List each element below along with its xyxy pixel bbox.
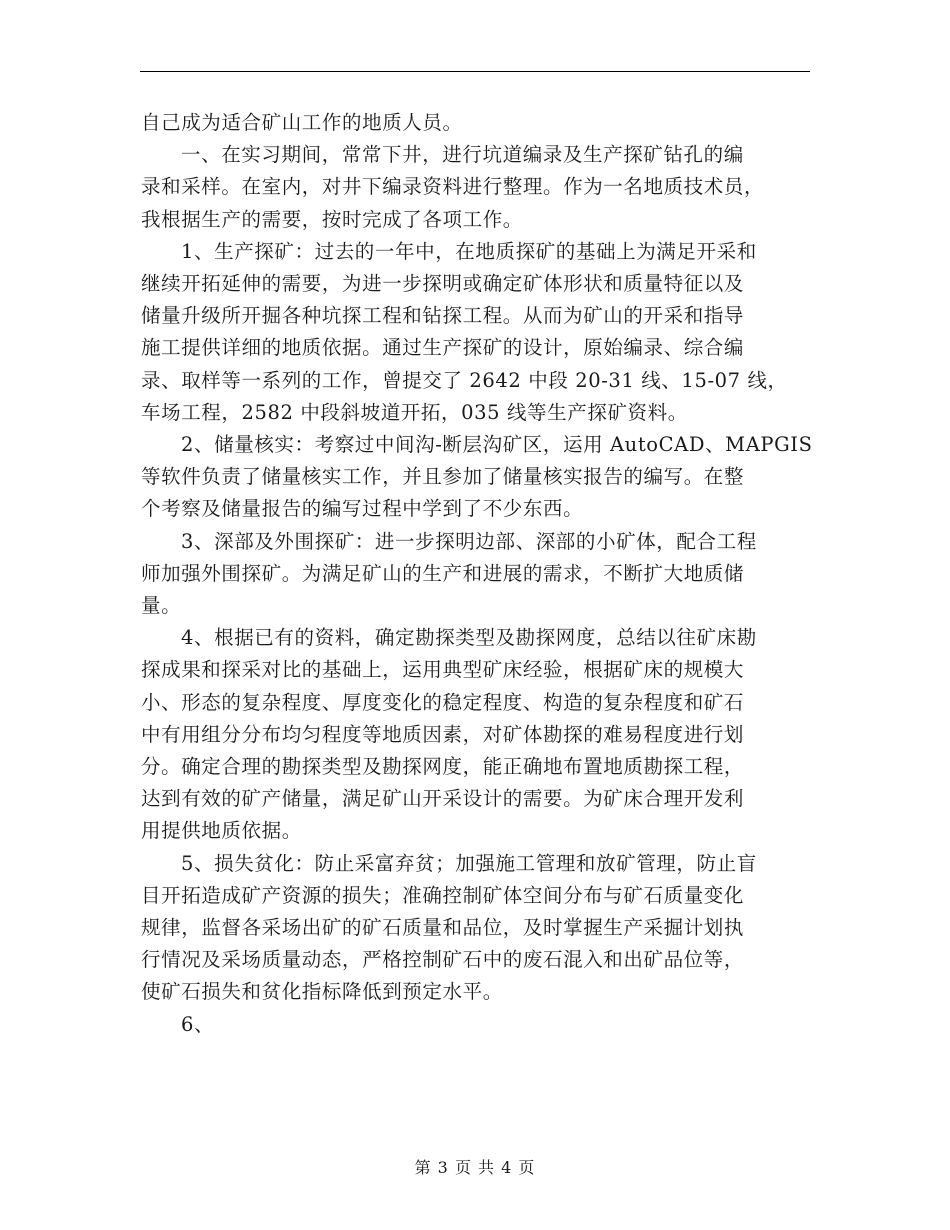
text-line: 3、深部及外围探矿：进一步探明边部、深部的小矿体，配合工程 (181, 529, 757, 553)
text-line: 行情况及采场质量动态，严格控制矿石中的废石混入和出矿品位等， (141, 948, 745, 972)
document-body (141, 107, 813, 1041)
text-line: 目开拓造成矿产资源的损失；准确控制矿体空间分布与矿石质量变化 (141, 883, 745, 907)
text-line: 6、 (181, 1012, 215, 1036)
header-rule (140, 71, 810, 72)
text-line: 等软件负责了储量核实工作，并且参加了储量核实报告的编写。在整 (141, 465, 745, 489)
text-line: 自己成为适合矿山工作的地质人员。 (141, 111, 463, 134)
text-line: 继续开拓延伸的需要，为进一步探明或确定矿体形状和质量特征以及 (141, 272, 745, 296)
text-line: 用提供地质依据。 (141, 819, 302, 843)
text-line: 个考察及储量报告的编写过程中学到了不少东西。 (141, 497, 584, 521)
text-line: 录、取样等一系列的工作，曾提交了 2642 中段 20-31 线、15-07 线， (141, 368, 788, 392)
paragraph-item-3 (141, 526, 813, 623)
paragraph-continuation (141, 107, 813, 139)
text-line: 施工提供详细的地质依据。通过生产探矿的设计，原始编录、综合编 (141, 336, 745, 360)
text-line: 小、形态的复杂程度、厚度变化的稳定程度、构造的复杂程度和矿石 (141, 690, 745, 714)
text-line: 4、根据已有的资料，确定勘探类型及勘探网度，总结以往矿床勘 (181, 626, 757, 650)
paragraph-item-4 (141, 622, 813, 847)
text-line: 1、生产探矿：过去的一年中，在地质探矿的基础上为满足开采和 (181, 239, 757, 263)
paragraph-section-1 (141, 139, 813, 236)
text-line: 中有用组分分布均匀程度等地质因素，对矿体勘探的难易程度进行划 (141, 722, 745, 746)
text-line: 使矿石损失和贫化指标降低到预定水平。 (141, 980, 503, 1004)
page-footer: 第 3 页 共 4 页 (414, 1158, 536, 1177)
paragraph-item-5 (141, 848, 813, 1009)
text-line: 规律，监督各采场出矿的矿石质量和品位，及时掌握生产采掘计划执 (141, 916, 745, 940)
text-line: 5、损失贫化：防止采富弃贫；加强施工管理和放矿管理，防止盲 (181, 851, 757, 875)
text-line: 录和采样。在室内，对井下编录资料进行整理。作为一名地质技术员， (141, 175, 765, 199)
paragraph-item-1 (141, 236, 813, 429)
text-line: 车场工程，2582 中段斜坡道开拓，035 线等生产探矿资料。 (141, 400, 688, 424)
text-line: 2、储量核实：考察过中间沟-断层沟矿区，运用 AutoCAD、MAPGIS (181, 433, 813, 457)
text-line: 师加强外围探矿。为满足矿山的生产和进展的需求，不断扩大地质储 (141, 561, 745, 585)
paragraph-item-6 (141, 1009, 813, 1041)
text-line: 分。确定合理的勘探类型及勘探网度，能正确地布置地质勘探工程， (141, 755, 745, 779)
text-line: 储量升级所开掘各种坑探工程和钻探工程。从而为矿山的开采和指导 (141, 304, 745, 328)
text-line: 探成果和探采对比的基础上，运用典型矿床经验，根据矿床的规模大 (141, 658, 745, 682)
text-line: 一、在实习期间，常常下井，进行坑道编录及生产探矿钻孔的编 (181, 143, 744, 167)
text-line: 量。 (141, 594, 182, 618)
text-line: 达到有效的矿产储量，满足矿山开采设计的需要。为矿床合理开发利 (141, 787, 745, 811)
text-line: 我根据生产的需要，按时完成了各项工作。 (141, 207, 523, 231)
paragraph-item-2 (141, 429, 813, 526)
